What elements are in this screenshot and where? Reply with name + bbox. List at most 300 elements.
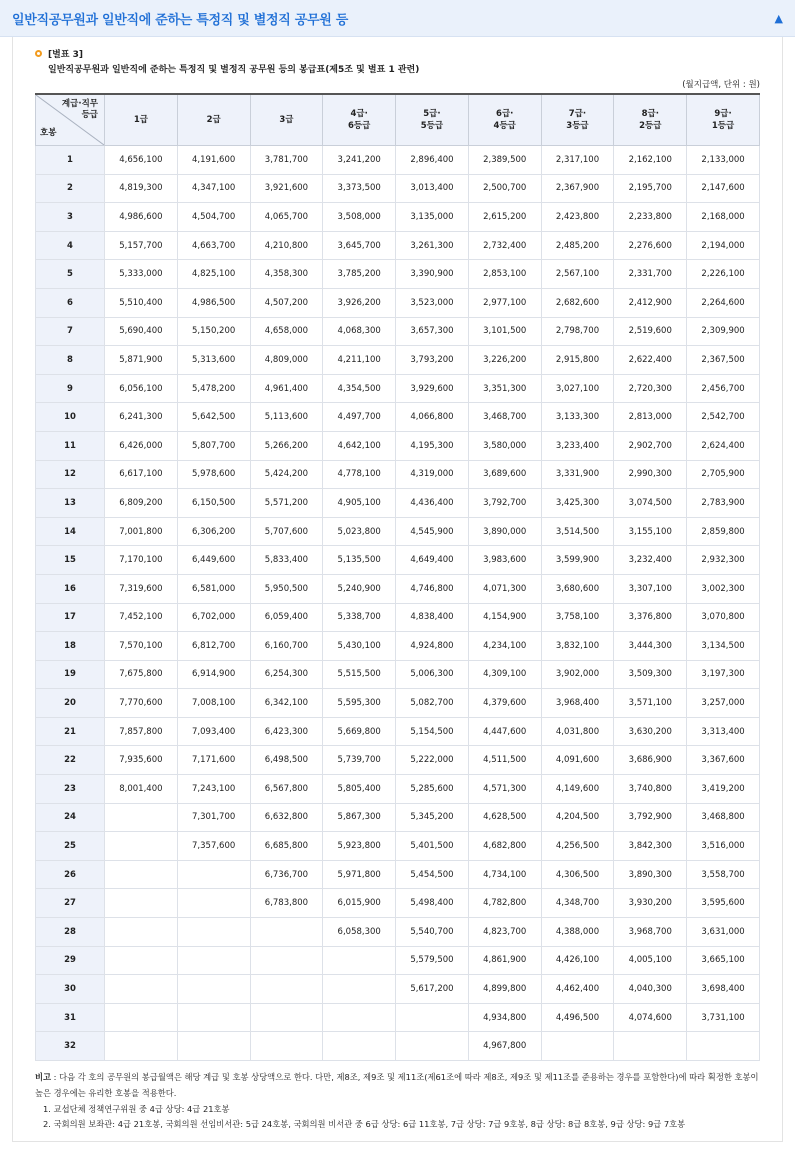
salary-cell: 2,720,300 (614, 374, 687, 403)
salary-cell: 3,890,300 (614, 860, 687, 889)
salary-cell: 4,986,500 (177, 288, 250, 317)
salary-cell: 5,285,600 (396, 775, 469, 804)
salary-cell: 5,515,500 (323, 660, 396, 689)
note-item: 2. 국회의원 보좌관: 4급 21호봉, 국회의원 선임비서관: 5급 24호봉, 국회의원 비서관 중 6급 상당: 6급 11호봉, 7급 상당: 7급 9호봉, 8급 상당: 8급 8호봉, 9급 상당: 9급 7호봉 (43, 1119, 686, 1130)
salary-cell: 4,309,100 (468, 660, 541, 689)
salary-cell: 4,348,700 (541, 889, 614, 918)
salary-cell: 7,452,100 (105, 603, 178, 632)
column-header (323, 94, 396, 146)
table-row (36, 603, 760, 632)
salary-cell: 6,150,500 (177, 489, 250, 518)
salary-cell: 5,454,500 (396, 860, 469, 889)
hobong-cell: 5 (36, 260, 105, 289)
salary-cell: 4,905,100 (323, 489, 396, 518)
column-header-line2: 3등급 (566, 121, 589, 131)
salary-cell (323, 1003, 396, 1032)
salary-cell: 7,301,700 (177, 803, 250, 832)
salary-cell: 5,222,000 (396, 746, 469, 775)
salary-cell: 2,264,600 (687, 288, 760, 317)
table-row (36, 203, 760, 232)
hobong-cell: 13 (36, 489, 105, 518)
salary-cell: 2,226,100 (687, 260, 760, 289)
salary-cell: 5,006,300 (396, 660, 469, 689)
salary-cell: 4,005,100 (614, 946, 687, 975)
table-body (36, 146, 760, 1061)
salary-cell: 5,082,700 (396, 689, 469, 718)
salary-cell: 6,423,300 (250, 717, 323, 746)
salary-cell: 4,347,100 (177, 174, 250, 203)
salary-cell: 3,968,400 (541, 689, 614, 718)
note-section (35, 1070, 760, 1133)
salary-cell: 6,426,000 (105, 431, 178, 460)
table-row (36, 489, 760, 518)
salary-cell: 3,331,900 (541, 460, 614, 489)
salary-cell: 5,157,700 (105, 231, 178, 260)
salary-cell (177, 946, 250, 975)
section-title: 일반직공무원과 일반직에 준하는 특정직 및 별정직 공무원 등 (12, 12, 349, 28)
salary-cell (541, 1032, 614, 1061)
salary-cell: 3,508,000 (323, 203, 396, 232)
salary-cell (105, 918, 178, 947)
salary-cell: 3,758,100 (541, 603, 614, 632)
salary-cell (323, 975, 396, 1004)
salary-cell: 4,426,100 (541, 946, 614, 975)
salary-cell: 4,682,800 (468, 832, 541, 861)
salary-cell: 5,135,500 (323, 546, 396, 575)
salary-cell: 6,342,100 (250, 689, 323, 718)
salary-cell: 3,631,000 (687, 918, 760, 947)
salary-cell: 2,162,100 (614, 146, 687, 175)
salary-cell: 5,333,000 (105, 260, 178, 289)
salary-cell: 2,168,000 (687, 203, 760, 232)
salary-cell: 3,689,600 (468, 460, 541, 489)
salary-cell: 4,191,600 (177, 146, 250, 175)
salary-cell: 4,746,800 (396, 574, 469, 603)
salary-cell: 3,241,200 (323, 146, 396, 175)
table-row (36, 689, 760, 718)
corner-grade-label: 계급·직무 (61, 99, 98, 109)
salary-cell: 2,317,100 (541, 146, 614, 175)
table-row (36, 288, 760, 317)
salary-cell: 4,628,500 (468, 803, 541, 832)
salary-cell: 5,338,700 (323, 603, 396, 632)
salary-cell: 5,345,200 (396, 803, 469, 832)
salary-cell: 3,233,400 (541, 431, 614, 460)
salary-cell: 7,001,800 (105, 517, 178, 546)
hobong-cell: 30 (36, 975, 105, 1004)
column-header-line2: 6등급 (348, 121, 371, 131)
salary-cell: 5,401,500 (396, 832, 469, 861)
column-header-line2: 1등급 (711, 121, 735, 131)
table-row (36, 346, 760, 375)
hobong-cell: 2 (36, 174, 105, 203)
salary-cell: 5,154,500 (396, 717, 469, 746)
column-header-line1: 2급 (206, 114, 221, 125)
salary-cell: 2,624,400 (687, 431, 760, 460)
salary-cell: 6,812,700 (177, 632, 250, 661)
salary-cell (105, 1003, 178, 1032)
salary-cell: 6,058,300 (323, 918, 396, 947)
salary-cell (105, 975, 178, 1004)
salary-cell: 2,682,600 (541, 288, 614, 317)
salary-cell: 3,367,600 (687, 746, 760, 775)
salary-cell: 2,500,700 (468, 174, 541, 203)
salary-cell: 5,971,800 (323, 860, 396, 889)
salary-cell: 3,444,300 (614, 632, 687, 661)
salary-cell: 3,983,600 (468, 546, 541, 575)
salary-cell: 6,254,300 (250, 660, 323, 689)
salary-cell: 3,101,500 (468, 317, 541, 346)
salary-cell: 6,306,200 (177, 517, 250, 546)
salary-cell (177, 860, 250, 889)
salary-cell: 2,977,100 (468, 288, 541, 317)
doc-label-line (35, 47, 760, 60)
salary-cell: 2,567,100 (541, 260, 614, 289)
salary-cell: 4,899,800 (468, 975, 541, 1004)
hobong-cell: 28 (36, 918, 105, 947)
hobong-cell: 9 (36, 374, 105, 403)
hobong-cell: 29 (36, 946, 105, 975)
salary-cell: 2,367,500 (687, 346, 760, 375)
hobong-cell: 4 (36, 231, 105, 260)
salary-cell: 2,732,400 (468, 231, 541, 260)
section-header[interactable] (0, 0, 795, 37)
salary-cell: 7,357,600 (177, 832, 250, 861)
hobong-cell: 15 (36, 546, 105, 575)
salary-cell (177, 918, 250, 947)
salary-cell: 5,113,600 (250, 403, 323, 432)
salary-cell: 3,921,600 (250, 174, 323, 203)
salary-cell: 3,351,300 (468, 374, 541, 403)
table-row (36, 546, 760, 575)
hobong-cell: 10 (36, 403, 105, 432)
salary-cell: 5,498,400 (396, 889, 469, 918)
salary-cell: 3,929,600 (396, 374, 469, 403)
salary-cell: 4,934,800 (468, 1003, 541, 1032)
table-row (36, 574, 760, 603)
doc-label: [별표 3] (48, 50, 84, 60)
salary-cell (323, 1032, 396, 1061)
collapse-icon[interactable]: ▲ (774, 11, 783, 25)
column-header (541, 94, 614, 146)
salary-cell: 4,040,300 (614, 975, 687, 1004)
salary-cell: 2,147,600 (687, 174, 760, 203)
table-row (36, 174, 760, 203)
salary-cell: 4,462,400 (541, 975, 614, 1004)
hobong-cell: 26 (36, 860, 105, 889)
table-row (36, 1032, 760, 1061)
salary-cell: 2,331,700 (614, 260, 687, 289)
salary-cell: 3,074,500 (614, 489, 687, 518)
salary-cell: 6,914,900 (177, 660, 250, 689)
column-header-line1: 3급 (279, 114, 294, 125)
salary-cell: 4,071,300 (468, 574, 541, 603)
salary-cell: 5,478,200 (177, 374, 250, 403)
salary-cell: 4,658,000 (250, 317, 323, 346)
table-row (36, 1003, 760, 1032)
column-header-line1: 5급· (423, 108, 441, 119)
note-item: 1. 교섭단체 정책연구위원 중 4급 상당: 4급 21호봉 (43, 1103, 230, 1114)
table-row (36, 775, 760, 804)
salary-cell: 4,068,300 (323, 317, 396, 346)
salary-cell: 3,558,700 (687, 860, 760, 889)
salary-cell: 3,630,200 (614, 717, 687, 746)
salary-cell: 6,809,200 (105, 489, 178, 518)
salary-cell (250, 946, 323, 975)
hobong-cell: 16 (36, 574, 105, 603)
salary-cell: 7,770,600 (105, 689, 178, 718)
doc-subtitle: 일반직공무원과 일반직에 준하는 특정직 및 별정직 공무원 등의 봉급표(제5조 및 별표 1 관련) (48, 65, 420, 75)
salary-cell: 3,571,100 (614, 689, 687, 718)
salary-cell: 2,902,700 (614, 431, 687, 460)
hobong-cell: 3 (36, 203, 105, 232)
salary-cell: 5,579,500 (396, 946, 469, 975)
salary-cell (250, 1003, 323, 1032)
salary-cell: 6,056,100 (105, 374, 178, 403)
salary-cell: 6,736,700 (250, 860, 323, 889)
salary-cell: 4,986,600 (105, 203, 178, 232)
salary-cell: 4,961,400 (250, 374, 323, 403)
salary-cell: 7,570,100 (105, 632, 178, 661)
salary-cell (105, 832, 178, 861)
salary-cell: 4,436,400 (396, 489, 469, 518)
salary-cell: 2,485,200 (541, 231, 614, 260)
salary-cell: 3,580,000 (468, 431, 541, 460)
salary-cell (396, 1003, 469, 1032)
salary-cell: 2,367,900 (541, 174, 614, 203)
salary-cell: 2,859,800 (687, 517, 760, 546)
table-row (36, 403, 760, 432)
corner-hobong-label: 호봉 (40, 127, 57, 138)
salary-cell: 3,686,900 (614, 746, 687, 775)
salary-cell: 2,456,700 (687, 374, 760, 403)
column-header-line1: 4급· (350, 108, 368, 119)
salary-cell: 5,805,400 (323, 775, 396, 804)
salary-cell: 2,853,100 (468, 260, 541, 289)
salary-cell: 2,276,600 (614, 231, 687, 260)
salary-cell: 6,498,500 (250, 746, 323, 775)
salary-cell: 5,595,300 (323, 689, 396, 718)
salary-cell: 7,171,600 (177, 746, 250, 775)
hobong-cell: 19 (36, 660, 105, 689)
salary-cell: 5,871,900 (105, 346, 178, 375)
salary-cell: 7,170,100 (105, 546, 178, 575)
salary-cell: 3,307,100 (614, 574, 687, 603)
salary-cell: 6,449,600 (177, 546, 250, 575)
salary-cell: 4,211,100 (323, 346, 396, 375)
salary-cell: 5,424,200 (250, 460, 323, 489)
salary-cell: 4,511,500 (468, 746, 541, 775)
salary-cell (250, 918, 323, 947)
salary-cell: 2,195,700 (614, 174, 687, 203)
hobong-cell: 11 (36, 431, 105, 460)
salary-cell: 5,540,700 (396, 918, 469, 947)
salary-cell: 2,813,000 (614, 403, 687, 432)
salary-cell: 5,739,700 (323, 746, 396, 775)
unit-label: (월지급액, 단위 : 원) (682, 80, 760, 90)
salary-cell: 4,031,800 (541, 717, 614, 746)
salary-cell: 3,376,800 (614, 603, 687, 632)
salary-cell: 6,617,100 (105, 460, 178, 489)
salary-cell: 3,261,300 (396, 231, 469, 260)
salary-cell: 4,306,500 (541, 860, 614, 889)
salary-cell: 5,150,200 (177, 317, 250, 346)
column-header-line2: 4등급 (493, 121, 516, 131)
salary-cell: 2,194,000 (687, 231, 760, 260)
salary-cell (614, 1032, 687, 1061)
salary-cell: 2,309,900 (687, 317, 760, 346)
table-row (36, 717, 760, 746)
salary-cell (177, 889, 250, 918)
salary-cell: 5,313,600 (177, 346, 250, 375)
salary-cell: 3,425,300 (541, 489, 614, 518)
table-row (36, 431, 760, 460)
salary-cell: 3,002,300 (687, 574, 760, 603)
salary-cell (177, 1032, 250, 1061)
salary-cell: 3,070,800 (687, 603, 760, 632)
salary-cell: 2,542,700 (687, 403, 760, 432)
salary-cell: 2,412,900 (614, 288, 687, 317)
salary-cell: 4,066,800 (396, 403, 469, 432)
hobong-cell: 31 (36, 1003, 105, 1032)
salary-cell: 3,792,700 (468, 489, 541, 518)
salary-cell: 3,595,600 (687, 889, 760, 918)
salary-cell: 5,807,700 (177, 431, 250, 460)
hobong-cell: 7 (36, 317, 105, 346)
salary-cell: 7,008,100 (177, 689, 250, 718)
hobong-cell: 20 (36, 689, 105, 718)
salary-cell: 2,896,400 (396, 146, 469, 175)
salary-cell: 2,915,800 (541, 346, 614, 375)
salary-cell: 2,932,300 (687, 546, 760, 575)
table-row (36, 632, 760, 661)
salary-cell: 2,423,800 (541, 203, 614, 232)
column-header-line1: 6급· (496, 108, 514, 119)
column-header-line2: 2등급 (639, 121, 662, 131)
salary-cell: 3,013,400 (396, 174, 469, 203)
salary-cell: 4,319,000 (396, 460, 469, 489)
salary-cell: 4,195,300 (396, 431, 469, 460)
salary-cell: 4,204,500 (541, 803, 614, 832)
salary-cell: 3,516,000 (687, 832, 760, 861)
salary-cell: 4,154,900 (468, 603, 541, 632)
salary-cell: 2,990,300 (614, 460, 687, 489)
salary-cell: 4,358,300 (250, 260, 323, 289)
salary-cell: 6,015,900 (323, 889, 396, 918)
salary-cell: 3,698,400 (687, 975, 760, 1004)
salary-cell: 4,778,100 (323, 460, 396, 489)
salary-cell: 2,389,500 (468, 146, 541, 175)
column-header-line2: 5등급 (420, 121, 444, 131)
salary-cell: 3,842,300 (614, 832, 687, 861)
salary-cell: 3,740,800 (614, 775, 687, 804)
hobong-cell: 32 (36, 1032, 105, 1061)
hobong-cell: 17 (36, 603, 105, 632)
hobong-cell: 1 (36, 146, 105, 175)
salary-cell: 4,497,700 (323, 403, 396, 432)
hobong-cell: 21 (36, 717, 105, 746)
salary-cell: 3,514,500 (541, 517, 614, 546)
salary-cell: 4,210,800 (250, 231, 323, 260)
salary-cell: 4,065,700 (250, 203, 323, 232)
hobong-cell: 27 (36, 889, 105, 918)
salary-cell: 8,001,400 (105, 775, 178, 804)
salary-cell: 3,731,100 (687, 1003, 760, 1032)
salary-cell: 5,833,400 (250, 546, 323, 575)
hobong-cell: 23 (36, 775, 105, 804)
salary-cell: 5,950,500 (250, 574, 323, 603)
salary-cell: 4,545,900 (396, 517, 469, 546)
salary-cell: 3,781,700 (250, 146, 323, 175)
salary-cell: 3,135,000 (396, 203, 469, 232)
corner-header (36, 94, 105, 146)
note-label: 비고 (35, 1072, 52, 1082)
table-row (36, 832, 760, 861)
salary-cell: 3,792,900 (614, 803, 687, 832)
salary-cell: 3,902,000 (541, 660, 614, 689)
salary-cell: 5,510,400 (105, 288, 178, 317)
hobong-cell: 25 (36, 832, 105, 861)
salary-cell: 5,430,100 (323, 632, 396, 661)
salary-cell: 3,155,100 (614, 517, 687, 546)
salary-cell: 4,656,100 (105, 146, 178, 175)
bullet-circle-icon (35, 50, 42, 57)
hobong-cell: 12 (36, 460, 105, 489)
salary-cell: 5,978,600 (177, 460, 250, 489)
salary-cell (105, 1032, 178, 1061)
hobong-cell: 8 (36, 346, 105, 375)
salary-cell: 3,793,200 (396, 346, 469, 375)
salary-cell: 4,234,100 (468, 632, 541, 661)
hobong-cell: 6 (36, 288, 105, 317)
corner-level-label: 등급 (81, 110, 98, 121)
salary-cell: 5,642,500 (177, 403, 250, 432)
salary-cell: 4,734,100 (468, 860, 541, 889)
salary-cell: 3,419,200 (687, 775, 760, 804)
salary-cell: 6,059,400 (250, 603, 323, 632)
salary-cell: 3,832,100 (541, 632, 614, 661)
salary-cell: 4,825,100 (177, 260, 250, 289)
salary-cell (177, 1003, 250, 1032)
column-header (468, 94, 541, 146)
column-header-line1: 8급· (641, 108, 659, 119)
column-header (177, 94, 250, 146)
salary-cell: 4,496,500 (541, 1003, 614, 1032)
salary-cell: 6,567,800 (250, 775, 323, 804)
column-header-line1: 7급· (568, 108, 587, 119)
salary-cell: 4,823,700 (468, 918, 541, 947)
salary-cell: 2,133,000 (687, 146, 760, 175)
salary-cell: 5,669,800 (323, 717, 396, 746)
salary-cell: 3,890,000 (468, 517, 541, 546)
hobong-cell: 14 (36, 517, 105, 546)
salary-cell: 3,523,000 (396, 288, 469, 317)
salary-cell: 3,133,300 (541, 403, 614, 432)
salary-cell: 3,968,700 (614, 918, 687, 947)
salary-cell: 2,622,400 (614, 346, 687, 375)
salary-cell: 3,680,600 (541, 574, 614, 603)
salary-cell: 5,923,800 (323, 832, 396, 861)
salary-cell: 6,783,800 (250, 889, 323, 918)
salary-cell: 3,599,900 (541, 546, 614, 575)
salary-cell (177, 975, 250, 1004)
table-row (36, 317, 760, 346)
salary-cell: 2,519,600 (614, 317, 687, 346)
table-row (36, 746, 760, 775)
column-header (250, 94, 323, 146)
salary-cell: 7,935,600 (105, 746, 178, 775)
salary-table (35, 93, 760, 1061)
